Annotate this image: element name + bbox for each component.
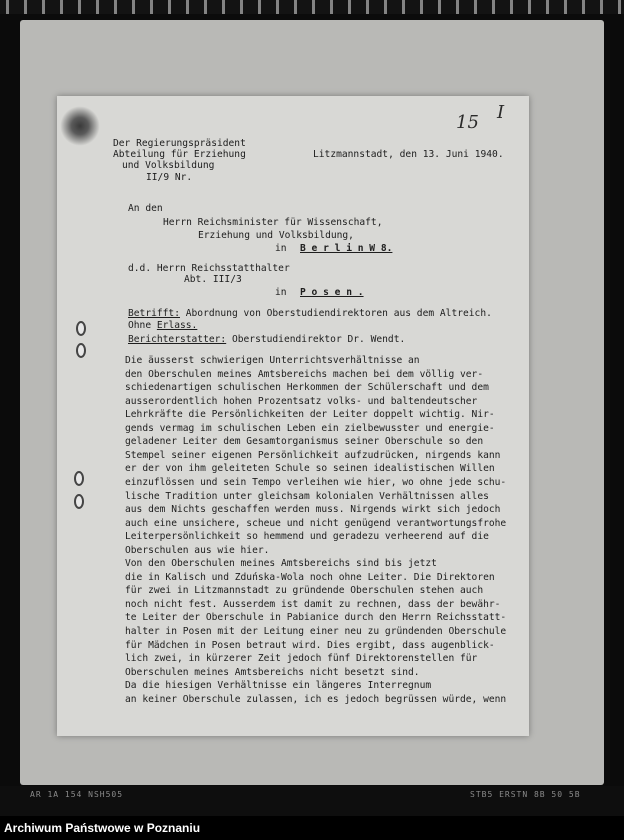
body-line: Oberschulen meines Amtsbereichs nicht besetzt sind.	[125, 666, 420, 678]
subject-line-2	[128, 320, 197, 332]
reference-number: II/9 Nr.	[146, 172, 193, 183]
reporter-label: Berichterstatter:	[128, 334, 227, 345]
body-line: te Leiter der Oberschule in Pabianice durch den Herrn Reichsstatt-	[125, 612, 507, 624]
body-line: noch nicht fest. Ausserdem ist damit zu rechnen, dass der bewähr-	[125, 598, 501, 610]
copy-to-line: d.d. Herrn Reichsstatthalter	[128, 263, 290, 274]
archive-footer	[0, 816, 624, 840]
body-line: er der von ihm geleiteten Schule so seinen idealistischen Willen	[125, 463, 495, 475]
ink-smudge	[60, 106, 100, 146]
body-line: Die äusserst schwierigen Unterrichtsverhältnisse an	[125, 355, 420, 366]
recipient-city: B e r l i n W 8.	[300, 243, 393, 254]
body-line: Von den Oberschulen meines Amtsbereichs sind bis jetzt	[125, 558, 437, 570]
punch-hole-4	[74, 494, 84, 509]
subject-line	[128, 308, 492, 320]
body-line: die in Kalisch und Zduńska-Wola noch ohne Leiter. Die Direktoren	[125, 571, 495, 583]
handwritten-page-number: 15	[456, 112, 479, 133]
place-date: Litzmannstadt, den 13. Juni 1940.	[313, 149, 504, 160]
sender-line: Abteilung für Erziehung	[113, 149, 246, 160]
sender-line: und Volksbildung	[122, 160, 215, 171]
reporter-line	[128, 334, 405, 346]
body-line: ausserordentlich hohen Prozentsatz volks- und baltendeutscher	[125, 395, 478, 407]
film-code-left: AR 1A 154 NSH505	[30, 790, 124, 799]
copy-to-city: P o s e n .	[300, 287, 364, 298]
body-line: Oberschulen aus wie hier.	[125, 544, 270, 556]
recipient-line: An den	[128, 203, 163, 214]
subject-label: Betrifft:	[128, 308, 180, 319]
subject-prefix: Ohne	[128, 320, 157, 331]
body-line: für Mädchen in Posen betraut wird. Dies ergibt, dass augenblick-	[125, 639, 495, 651]
subject-underlined: Erlass.	[156, 320, 198, 331]
recipient-line: in	[275, 243, 287, 254]
body-line: Da die hiesigen Verhältnisse ein längeres Interregnum	[125, 680, 432, 692]
body-line: für zwei in Litzmannstadt zu gründende Oberschulen stehen auch	[125, 585, 484, 597]
body-line: den Oberschulen meines Amtsbereichs machen bei dem völlig ver-	[125, 368, 484, 380]
copy-to-line: Abt. III/3	[184, 274, 242, 285]
body-line: einzuflössen und sein Tempo verleihen wie hier, wo ohne jede schu-	[125, 476, 507, 488]
punch-hole-1	[76, 321, 86, 336]
film-code-right: STB5 ERSTN 8B 50 5B	[470, 790, 581, 799]
body-line: Leiterpersönlichkeit so hemmend und geradezu verheerend auf die	[125, 531, 489, 543]
reporter-text: Oberstudiendirektor Dr. Wendt.	[226, 334, 406, 345]
body-line: Lehrkräfte die Persönlichkeiten der Leiter doppelt wichtig. Nir-	[125, 409, 495, 421]
body-line: schiedenartigen schulischen Herkommen der Schülerschaft und dem	[125, 382, 489, 394]
body-line: lische Tradition unter gleichsam kolonialen Verhältnissen alles	[125, 490, 489, 502]
recipient-line: Erziehung und Volksbildung,	[198, 230, 354, 241]
body-line: an keiner Oberschule zulassen, ich es jedoch begrüssen würde, wenn	[125, 693, 507, 705]
body-line: gends vermag im schulischen Leben ein zielbewusster und energie-	[125, 422, 495, 434]
body-line: aus dem Nichts geschaffen werden muss. Nirgends wirkt sich jedoch	[125, 504, 501, 516]
subject-text: Abordnung von Oberstudiendirektoren aus dem Altreich.	[179, 308, 492, 319]
body-line: Stempel seiner eigenen Persönlichkeit aufzudrücken, nirgends kann	[125, 449, 501, 461]
body-line: lich zwei, in kürzerer Zeit jedoch fünf Direktorenstellen für	[125, 653, 478, 665]
copy-to-line: in	[275, 287, 287, 298]
punch-hole-3	[74, 471, 84, 486]
recipient-line: Herrn Reichsminister für Wissenschaft,	[163, 217, 383, 228]
punch-hole-2	[76, 343, 86, 358]
handwritten-mark: I	[497, 102, 505, 123]
archive-label: Archiwum Państwowe w Poznaniu	[4, 821, 201, 835]
body-line: auch eine unsichere, scheue und nicht genügend verantwortungsfrohe	[125, 517, 507, 529]
body-line: geladener Leiter dem Gesamtorganismus seiner Oberschule so den	[125, 436, 484, 448]
film-strip-top	[0, 0, 624, 14]
sender-line: Der Regierungspräsident	[113, 138, 246, 149]
body-line: halter in Posen mit der Leitung einer neu zu gründenden Oberschule	[125, 626, 507, 637]
